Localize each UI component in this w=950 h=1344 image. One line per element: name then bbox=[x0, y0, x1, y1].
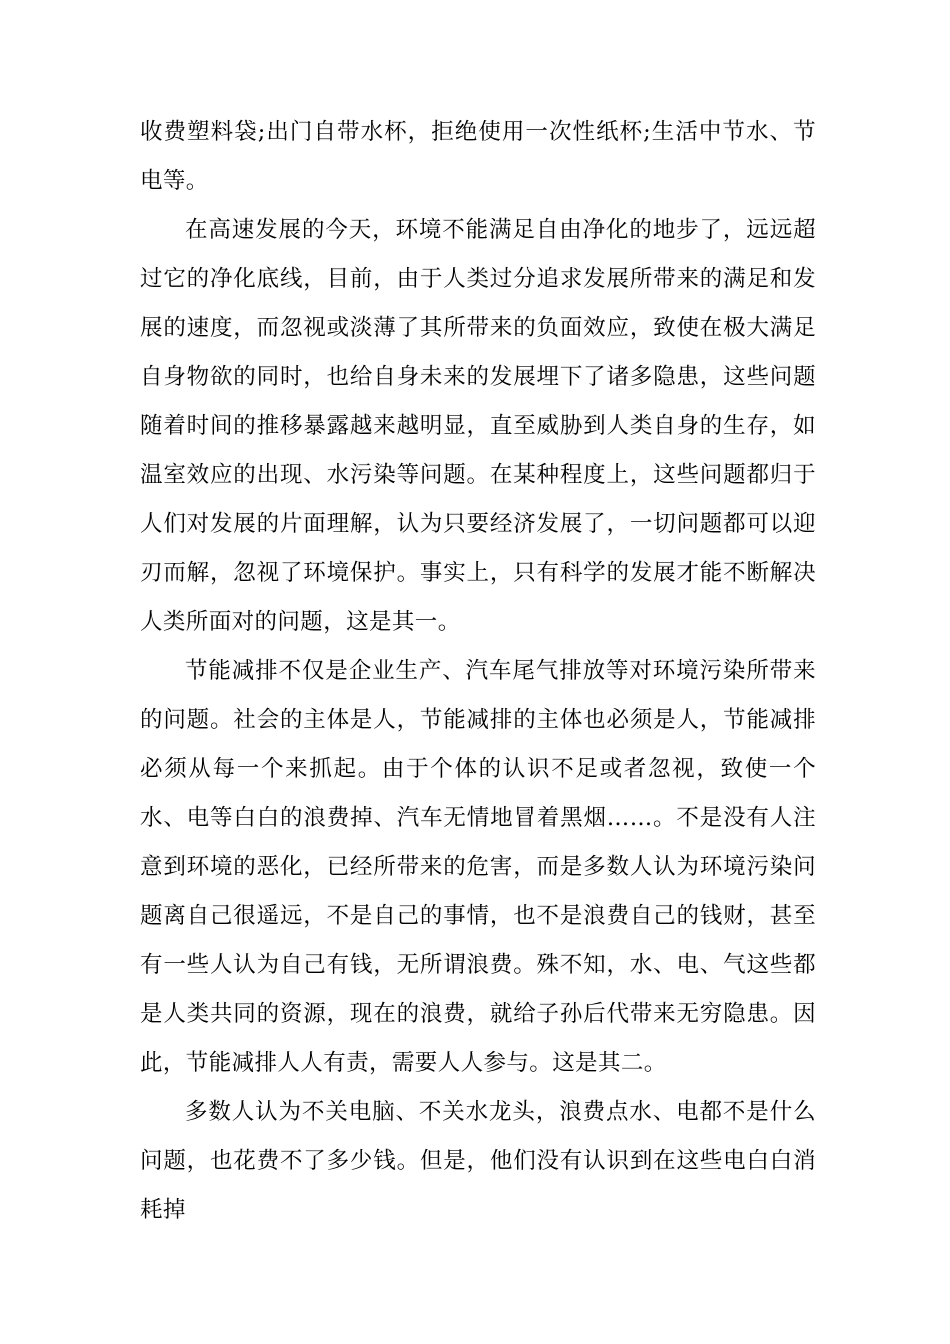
paragraph: 在高速发展的今天，环境不能满足自由净化的地步了，远远超过它的净化底线，目前，由于人类过分追求发展所带来的满足和发展的速度，而忽视或淡薄了其所带来的负面效应，致使在极大满足自身物欲的同时，也给自身未来的发展埋下了诸多隐患，这些问题随着时间的推移暴露越来越明显，直至威胁到人类自身的生存，如温室效应的出现、水污染等问题。在某种程度上，这些问题都归于人们对发展的片面理解，认为只要经济发展了，一切问题都可以迎刃而解，忽视了环境保护。事实上，只有科学的发展才能不断解决人类所面对的问题，这是其一。 bbox=[140, 217, 816, 635]
document-body bbox=[140, 108, 816, 1235]
paragraph: 多数人认为不关电脑、不关水龙头，浪费点水、电都不是什么问题，也花费不了多少钱。但是，他们没有认识到在这些电白白消耗掉 bbox=[140, 1099, 816, 1223]
paragraph: 节能减排不仅是企业生产、汽车尾气排放等对环境污染所带来的问题。社会的主体是人，节能减排的主体也必须是人，节能减排必须从每一个来抓起。由于个体的认识不足或者忽视，致使一个水、电等白白的浪费掉、汽车无情地冒着黑烟……。不是没有人注意到环境的恶化，已经所带来的危害，而是多数人认为环境污染问题离自己很遥远，不是自己的事情，也不是浪费自己的钱财，甚至有一些人认为自己有钱，无所谓浪费。殊不知，水、电、气这些都是人类共同的资源，现在的浪费，就给子孙后代带来无穷隐患。因此，节能减排人人有责，需要人人参与。这是其二。 bbox=[140, 658, 816, 1076]
paragraph-continuation: 收费塑料袋;出门自带水杯，拒绝使用一次性纸杯;生活中节水、节电等。 bbox=[140, 119, 816, 194]
